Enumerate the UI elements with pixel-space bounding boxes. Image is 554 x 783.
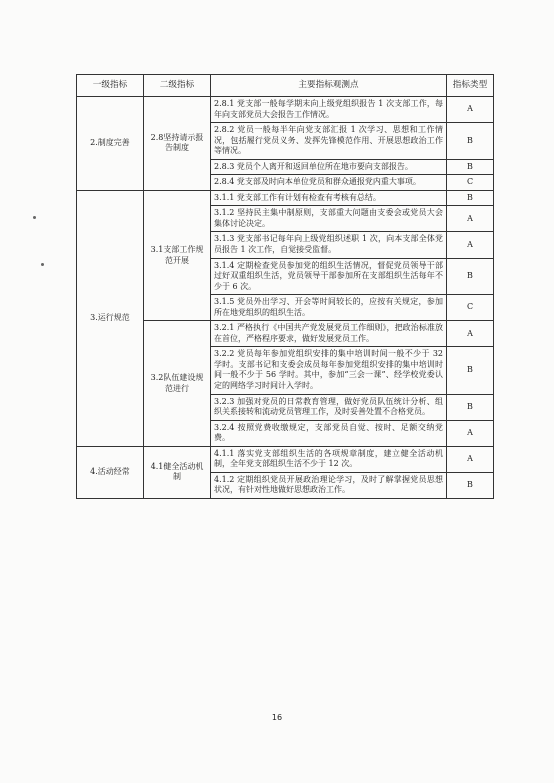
indicator-type: B (447, 258, 494, 295)
page-number: 16 (271, 713, 283, 722)
indicator-type: C (447, 295, 494, 321)
observation-point: 3.1.1 党支部工作有计划有检查有考核有总结。 (211, 190, 447, 206)
scan-mark (33, 216, 36, 219)
indicator-table (76, 74, 494, 499)
observation-point: 3.1.4 定期检查党员参加党的组织生活情况，督促党员领导干部过好双重组织生活，党员领导干部参加所在支部组织生活每年不少于 6 次。 (211, 258, 447, 295)
level2-indicator: 3.1支部工作规范开展 (144, 190, 211, 320)
table-row (77, 97, 494, 123)
header-observation: 主要指标观测点 (211, 75, 447, 97)
observation-point: 3.2.3 加强对党员的日常教育管理，做好党员队伍统计分析、组织关系接转和流动党员管理工作，及时妥善处置不合格党员。 (211, 394, 447, 420)
indicator-type: A (447, 420, 494, 446)
level1-indicator: 4.活动经常 (77, 446, 144, 498)
indicator-type: A (447, 321, 494, 347)
scan-mark (41, 263, 44, 266)
observation-point: 4.1.1 落实党支部组织生活的各项规章制度，建立健全活动机制，全年党支部组织生活不少于 12 次。 (211, 446, 447, 472)
observation-point: 2.8.1 党支部一般每学期末向上级党组织报告 1 次支部工作，每年向支部党员大会报告工作情况。 (211, 97, 447, 123)
indicator-type: B (447, 123, 494, 160)
observation-point: 2.8.4 党支部及时向本单位党员和群众通报党内重大事项。 (211, 175, 447, 191)
level1-indicator: 2.制度完善 (77, 97, 144, 191)
table-row (77, 190, 494, 206)
indicator-type: A (447, 97, 494, 123)
indicator-type: B (447, 159, 494, 175)
table-header-row (77, 75, 494, 97)
indicator-type: B (447, 347, 494, 394)
observation-point: 3.1.3 党支部书记每年向上级党组织述职 1 次，向本支部全体党员报告 1 次工作，自觉接受监督。 (211, 232, 447, 258)
observation-point: 3.1.2 坚持民主集中制原则，支部重大问题由支委会或党员大会集体讨论决定。 (211, 206, 447, 232)
observation-point: 3.1.5 党员外出学习、开会等时间较长的，应按有关规定，参加所在地党组织的组织生活。 (211, 295, 447, 321)
indicator-type: C (447, 175, 494, 191)
observation-point: 4.1.2 定期组织党员开展政治理论学习，及时了解掌握党员思想状况，有针对性地做好思想政治工作。 (211, 472, 447, 498)
header-type: 指标类型 (447, 75, 494, 97)
observation-point: 2.8.2 党员一般每半年向党支部汇报 1 次学习、思想和工作情况，包括履行党员义务、发挥先锋模范作用、开展思想政治工作等情况。 (211, 123, 447, 160)
observation-point: 3.2.2 党员每年参加党组织安排的集中培训时间一般不少于 32 学时。支部书记和支委会成员每年参加党组织安排的集中培训时间一般不少于 56 学时。其中，参加“三会一课”、经学校党委认定的网络学习时间计入学时。 (211, 347, 447, 394)
observation-point: 3.2.4 按照党费收缴规定，支部党员自觉、按时、足额交纳党费。 (211, 420, 447, 446)
observation-point: 2.8.3 党员个人离开和返回单位所在地市要向支部报告。 (211, 159, 447, 175)
indicator-type: B (447, 190, 494, 206)
table-body (77, 97, 494, 499)
header-level2: 二级指标 (144, 75, 211, 97)
level2-indicator: 2.8坚持请示报告制度 (144, 97, 211, 191)
observation-point: 3.2.1 严格执行《中国共产党发展党员工作细则》，把政治标准放在首位，严格程序要求，做好发展党员工作。 (211, 321, 447, 347)
level2-indicator: 3.2队伍建设规范进行 (144, 321, 211, 446)
header-level1: 一级指标 (77, 75, 144, 97)
level1-indicator: 3.运行规范 (77, 190, 144, 446)
indicator-type: A (447, 446, 494, 472)
indicator-type: B (447, 394, 494, 420)
indicator-type: A (447, 232, 494, 258)
table-row (77, 446, 494, 472)
level2-indicator: 4.1健全活动机制 (144, 446, 211, 498)
indicator-type: A (447, 206, 494, 232)
indicator-type: B (447, 472, 494, 498)
